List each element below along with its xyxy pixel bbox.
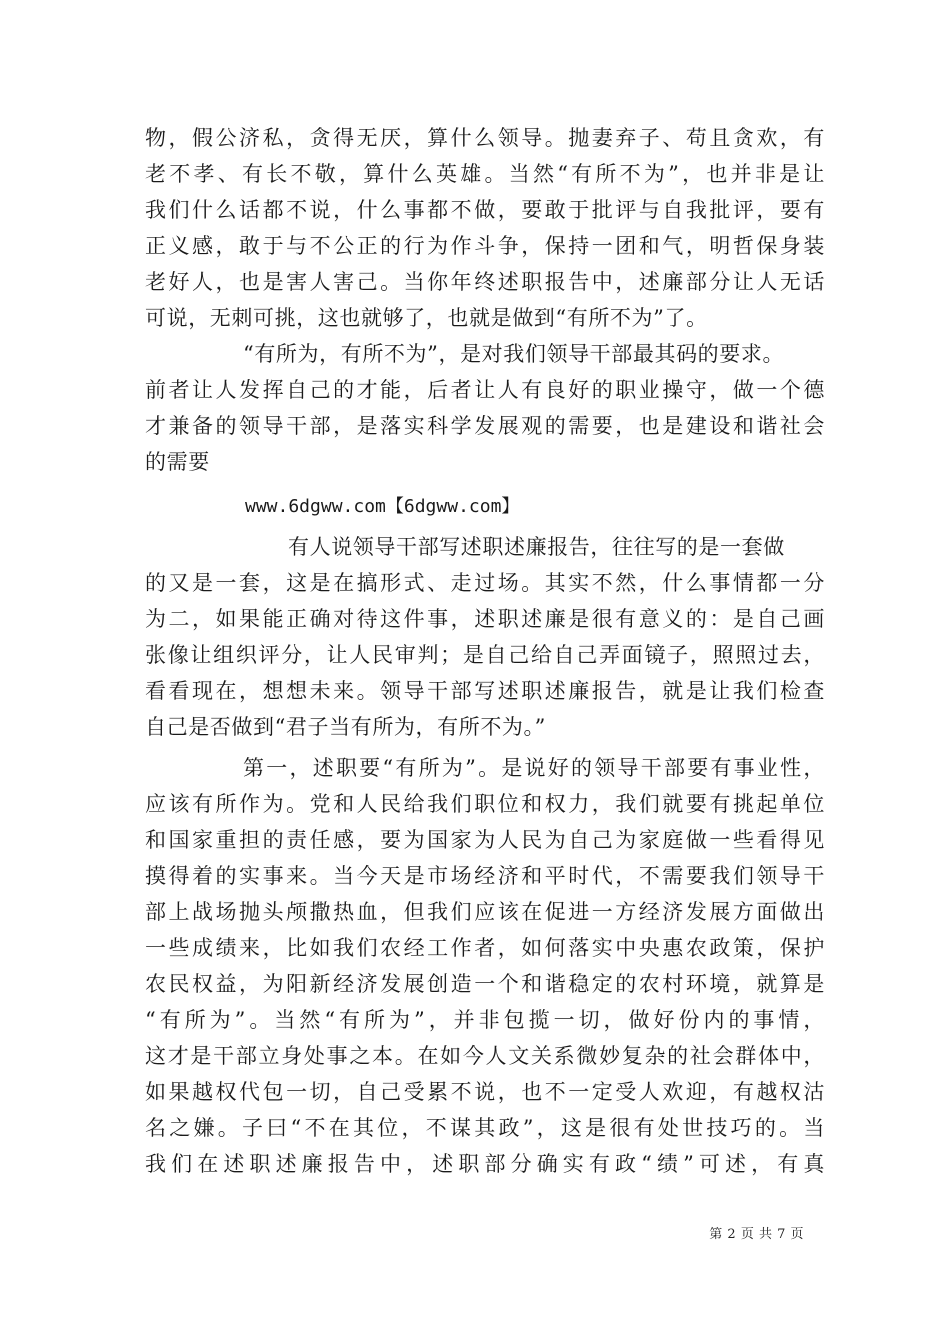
text-line: 我们在述职述廉报告中，述职部分确实有政“绩”可述，有真: [145, 1152, 825, 1176]
text-line: 农民权益，为阳新经济发展创造一个和谐稳定的农村环境，就算是: [145, 972, 825, 996]
text-line: 老好人，也是害人害己。当你年终述职报告中，述廉部分让人无话: [145, 270, 825, 294]
text-line: 看看现在，想想未来。领导干部写述职述廉报告，就是让我们检查: [145, 679, 825, 703]
text-line: 摸得着的实事来。当今天是市场经济和平时代，不需要我们领导干: [145, 864, 825, 888]
text-line: “有所为”。当然“有所为”，并非包揽一切，做好份内的事情，: [145, 1008, 825, 1032]
text-line: 才兼备的领导干部，是落实科学发展观的需要，也是建设和谐社会: [145, 414, 825, 438]
text-line: 正义感，敢于与不公正的行为作斗争，保持一团和气，明哲保身装: [145, 234, 825, 258]
paragraph-start-line: 有人说领导干部写述职述廉报告，往往写的是一套做: [288, 535, 785, 559]
paragraph-start-line: “有所为，有所不为”，是对我们领导干部最其码的要求。: [243, 342, 785, 366]
paragraph-start-line: 第一，述职要“有所为”。是说好的领导干部要有事业性，: [243, 756, 825, 780]
text-line: 如果越权代包一切，自己受累不说，也不一定受人欢迎，有越权沽: [145, 1080, 825, 1104]
text-line: 可说，无刺可挑，这也就够了，也就是做到“有所不为”了。: [145, 306, 708, 330]
text-line: 的又是一套，这是在搞形式、走过场。其实不然，什么事情都一分: [145, 571, 825, 595]
text-line: 部上战场抛头颅撒热血，但我们应该在促进一方经济发展方面做出: [145, 900, 825, 924]
page-number-footer: 第 2 页 共 7 页: [709, 1227, 804, 1242]
text-line: 的需要: [145, 450, 210, 474]
text-line: 名之嫌。子曰“不在其位，不谋其政”，这是很有处世技巧的。当: [145, 1116, 825, 1140]
text-line: 我们什么话都不说，什么事都不做，要敢于批评与自我批评，要有: [145, 198, 825, 222]
text-line: 这才是干部立身处事之本。在如今人文关系微妙复杂的社会群体中，: [145, 1044, 825, 1068]
text-line: 老不孝、有长不敬，算什么英雄。当然“有所不为”，也并非是让: [145, 162, 825, 186]
website-link: www.6dgww.com【6dgww.com】: [245, 496, 520, 517]
text-line: 为二，如果能正确对待这件事，述职述廉是很有意义的：是自己画: [145, 607, 825, 631]
text-line: 自己是否做到“君子当有所为，有所不为。”: [145, 715, 546, 739]
text-line: 物，假公济私，贪得无厌，算什么领导。抛妻弃子、苟且贪欢，有: [145, 126, 825, 150]
text-line: 应该有所作为。党和人民给我们职位和权力，我们就要有挑起单位: [145, 792, 825, 816]
text-line: 张像让组织评分，让人民审判；是自己给自己弄面镜子，照照过去，: [145, 643, 825, 667]
text-line: 前者让人发挥自己的才能，后者让人有良好的职业操守，做一个德: [145, 378, 825, 402]
text-line: 和国家重担的责任感，要为国家为人民为自己为家庭做一些看得见: [145, 828, 825, 852]
text-line: 一些成绩来，比如我们农经工作者，如何落实中央惠农政策，保护: [145, 936, 825, 960]
